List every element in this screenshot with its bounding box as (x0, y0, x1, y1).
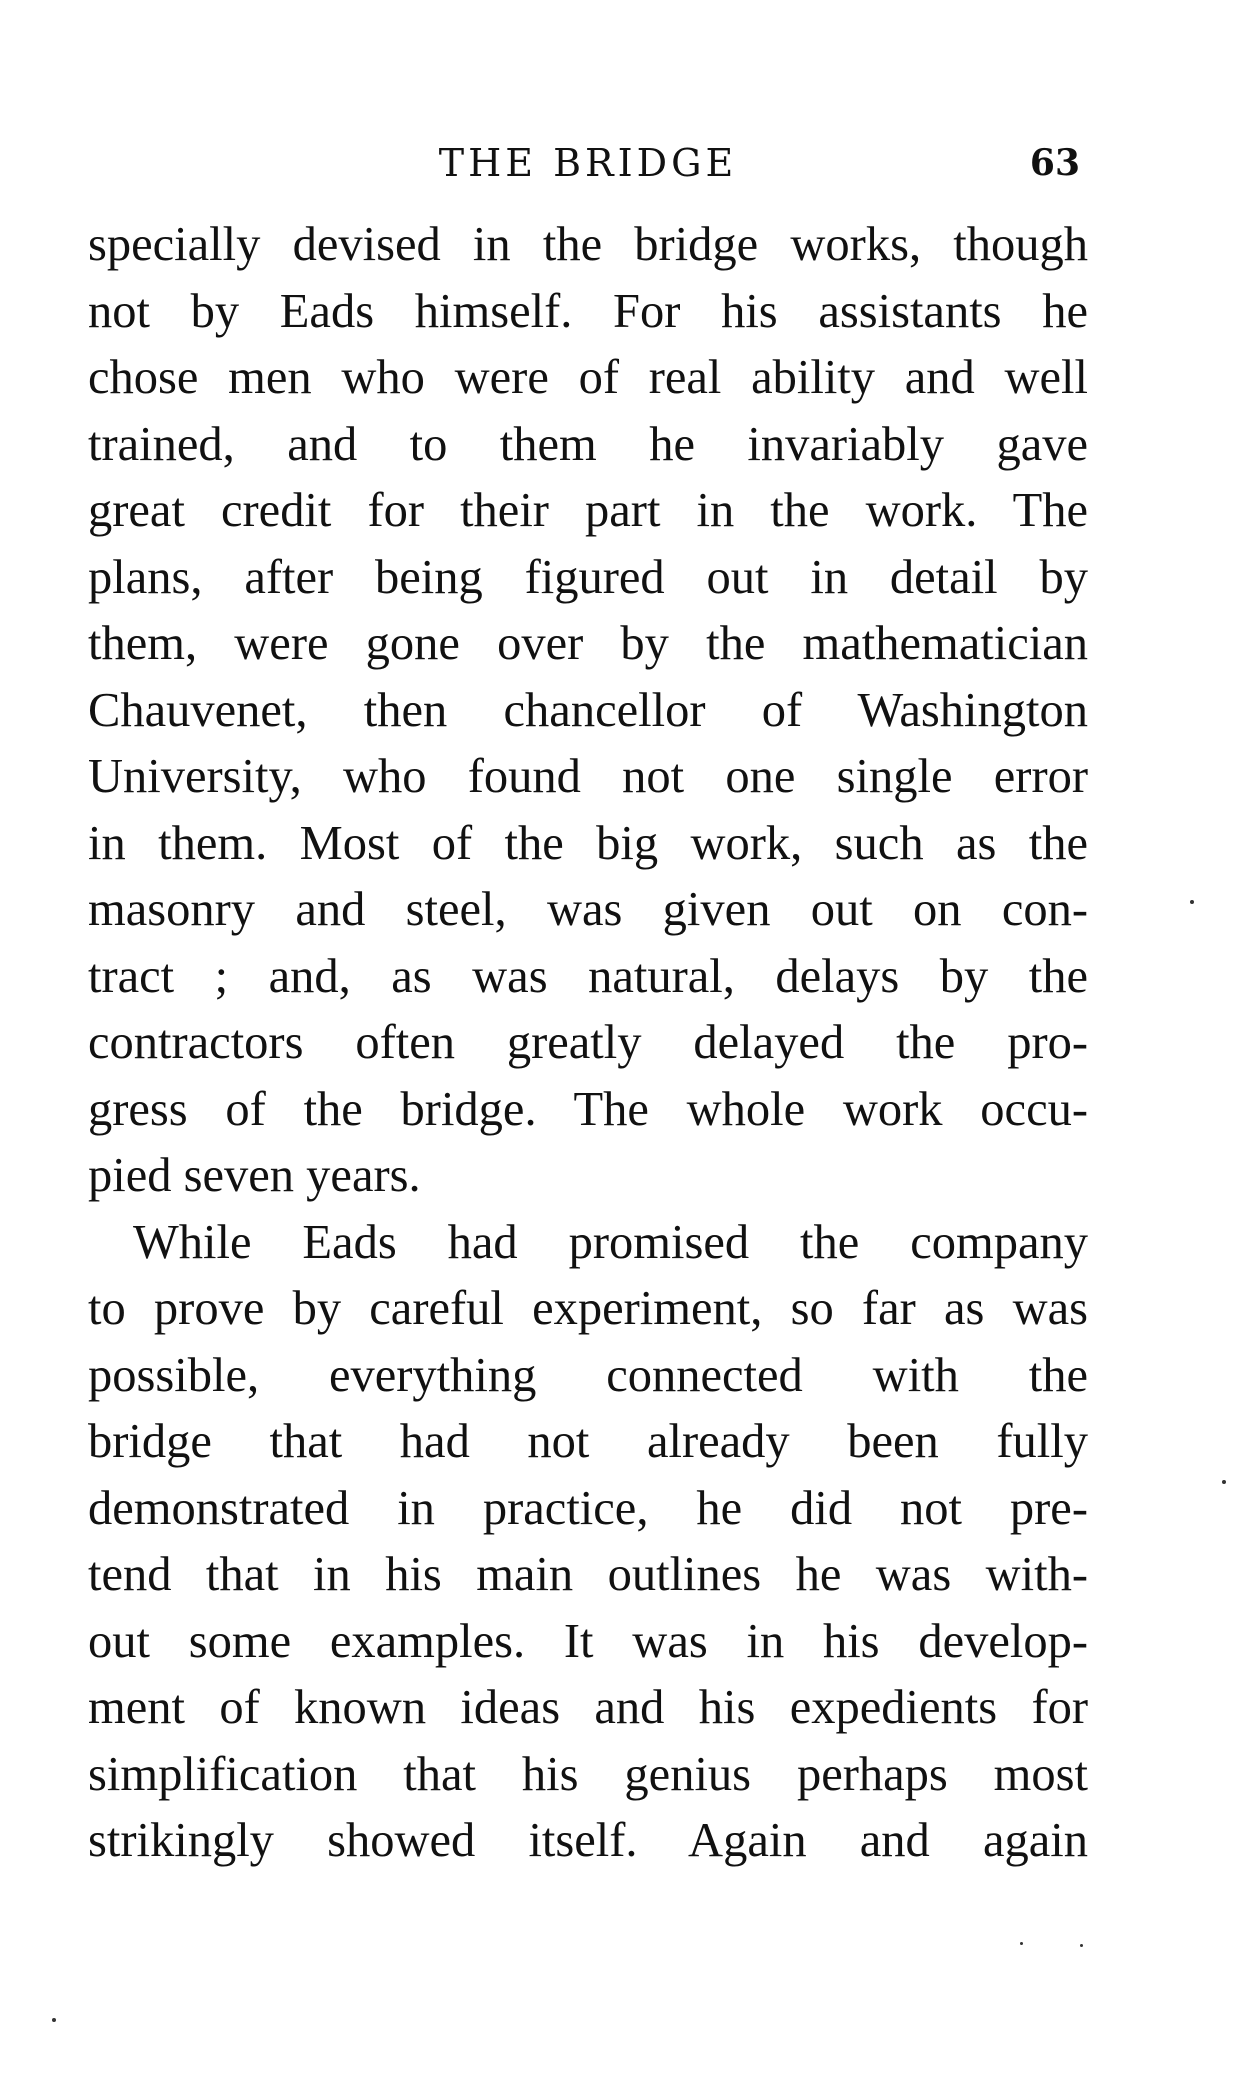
text-line: gress of the bridge. The whole work occu- (88, 1082, 1088, 1136)
text-line: ment of known ideas and his expedients for (88, 1681, 1088, 1734)
text-line: specially devised in the bridge works, though (88, 218, 1088, 271)
text-line: in them. Most of the big work, such as the (88, 816, 1088, 870)
text-line: bridge that had not already been fully (88, 1415, 1088, 1468)
text-line: not by Eads himself. For his assistants he (88, 284, 1088, 338)
running-title: THE BRIDGE (438, 141, 738, 185)
paragraph-last-line: pied seven years. (88, 1149, 421, 1202)
text-line: tract ; and, as was natural, delays by the (88, 949, 1088, 1003)
running-head (88, 138, 1088, 188)
text-line: trained, and to them he invariably gave (88, 417, 1088, 471)
page-number: 63 (1029, 142, 1080, 184)
text-line: plans, after being figured out in detail by (88, 550, 1088, 604)
text-line: possible, everything connected with the (88, 1348, 1088, 1402)
scan-speck (1080, 1944, 1083, 1947)
scan-speck (1190, 900, 1194, 904)
text-line: strikingly showed itself. Again and again (88, 1814, 1088, 1867)
scan-speck (1222, 1480, 1226, 1484)
text-line: masonry and steel, was given out on con- (88, 883, 1088, 936)
text-line: them, were gone over by the mathematician (88, 617, 1088, 670)
text-line: demonstrated in practice, he did not pre- (88, 1481, 1088, 1535)
scan-speck (1020, 1942, 1023, 1945)
text-line: simplification that his genius perhaps most (88, 1747, 1088, 1801)
text-line: chose men who were of real ability and well (88, 351, 1088, 404)
paragraph-first-line: While Eads had promised the company (133, 1215, 1088, 1269)
text-line: tend that in his main outlines he was with- (88, 1548, 1088, 1601)
text-line: to prove by careful experiment, so far as was (88, 1282, 1088, 1335)
text-line: out some examples. It was in his develop- (88, 1614, 1088, 1668)
text-line: great credit for their part in the work. The (88, 484, 1088, 537)
body-text (88, 212, 1088, 1875)
text-line: Chauvenet, then chancellor of Washington (88, 683, 1088, 737)
text-line: contractors often greatly delayed the pro- (88, 1016, 1088, 1069)
scan-speck (52, 2018, 56, 2022)
text-line: University, who found not one single error (88, 750, 1088, 803)
